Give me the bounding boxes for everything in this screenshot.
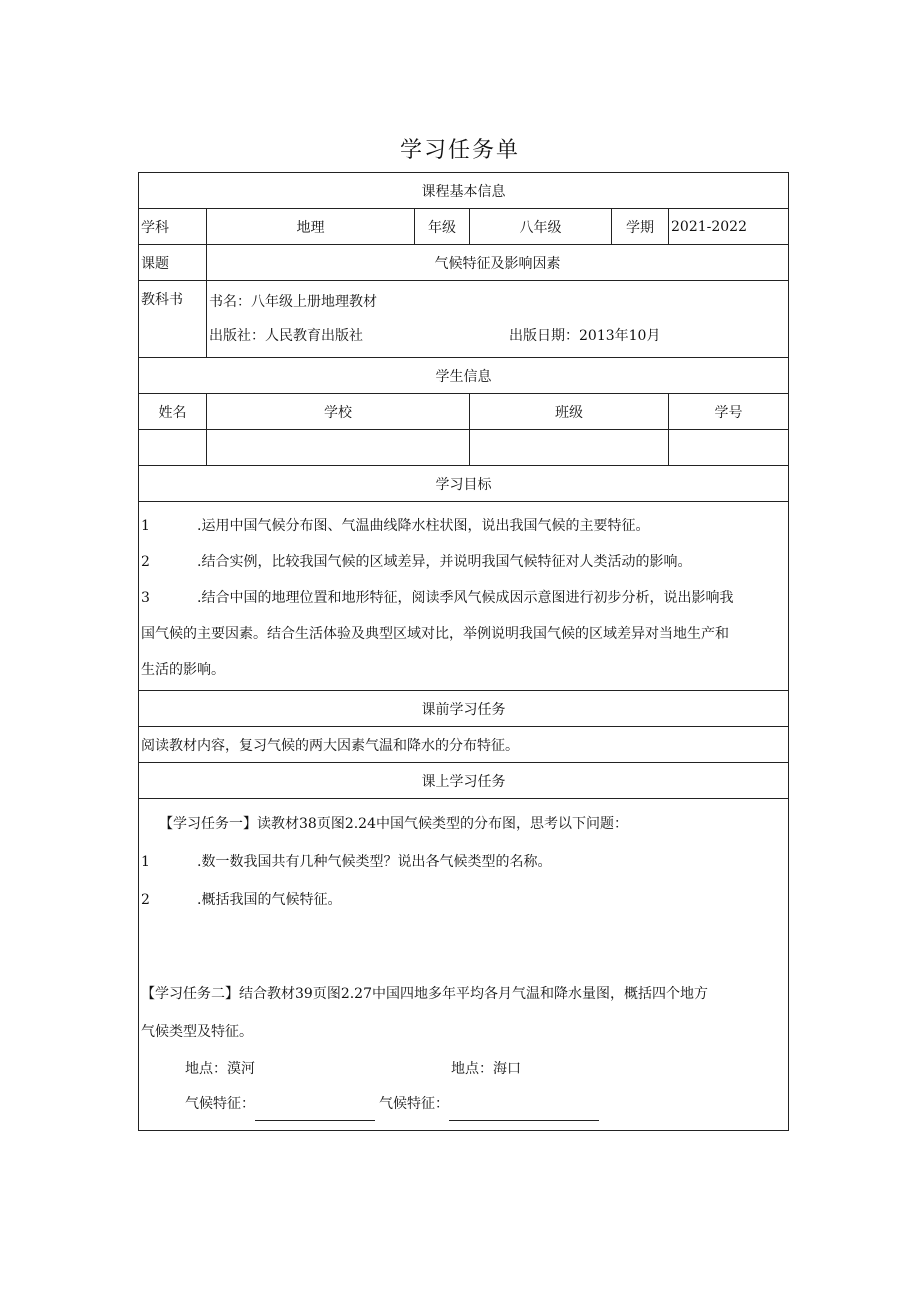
feature-answer-haikou[interactable]: [449, 1102, 599, 1121]
student-info-header: 学生信息: [139, 358, 789, 394]
place-row: [141, 1051, 786, 1087]
textbook-info: [207, 281, 789, 358]
textbook-label: 教科书: [139, 281, 207, 358]
subject-value: 地理: [207, 209, 415, 245]
grade-label: 年级: [415, 209, 470, 245]
feature-label-mohe: 气候特征：: [185, 1096, 255, 1112]
place-mohe: 地点：漠河: [185, 1061, 255, 1077]
goal-item-continued: 生活的影响。: [141, 662, 225, 678]
feature-label-haikou: 气候特征：: [379, 1096, 449, 1112]
book-name: 书名：八年级上册地理教材: [209, 294, 377, 310]
school-input-cell[interactable]: [207, 430, 470, 466]
col-name: 姓名: [139, 394, 207, 430]
grade-value: 八年级: [470, 209, 612, 245]
task-one-item: 2 .概括我国的气候特征。: [141, 892, 342, 908]
name-input-cell[interactable]: [139, 430, 207, 466]
topic-value: 气候特征及影响因素: [207, 245, 789, 281]
feature-answer-mohe[interactable]: [255, 1102, 375, 1121]
basic-info-header: 课程基本信息: [139, 173, 789, 209]
class-input-cell[interactable]: [470, 430, 669, 466]
col-class: 班级: [470, 394, 669, 430]
goals-header: 学习目标: [139, 466, 789, 502]
task-one-item: 1 .数一数我国共有几种气候类型？说出各气候类型的名称。: [141, 854, 552, 870]
col-student-id: 学号: [669, 394, 789, 430]
task-one-prompt: 【学习任务一】读教材38页图2.24中国气候类型的分布图，思考以下问题：: [159, 816, 628, 832]
col-school: 学校: [207, 394, 470, 430]
pre-class-text: 阅读教材内容，复习气候的两大因素气温和降水的分布特征。: [139, 727, 789, 763]
task-two-prompt-continued: 气候类型及特征。: [141, 1024, 253, 1040]
goal-item: 3 .结合中国的地理位置和地形特征，阅读季风气候成因示意图进行初步分析，说出影响我: [141, 590, 734, 606]
task-two-prompt: 【学习任务二】结合教材39页图2.27中国四地多年平均各月气温和降水量图，概括四个地方: [141, 986, 708, 1002]
goal-item: 2 .结合实例，比较我国气候的区域差异，并说明我国气候特征对人类活动的影响。: [141, 554, 692, 570]
publish-date: 出版日期：2013年10月: [509, 328, 661, 344]
page-title: 学习任务单: [399, 138, 520, 163]
goal-item-continued: 国气候的主要因素。结合生活体验及典型区域对比，举例说明我国气候的区域差异对当地生产和: [141, 626, 729, 642]
term-value: 2021-2022: [669, 209, 789, 245]
publisher: 出版社：人民教育出版社: [209, 328, 363, 344]
subject-label: 学科: [139, 209, 207, 245]
in-class-header: 课上学习任务: [139, 763, 789, 799]
goal-item: 1 .运用中国气候分布图、气温曲线降水柱状图，说出我国气候的主要特征。: [141, 518, 650, 534]
feature-row: [141, 1087, 786, 1121]
student-id-input-cell[interactable]: [669, 430, 789, 466]
in-class-content: [139, 799, 789, 1131]
topic-label: 课题: [139, 245, 207, 281]
goals-content: [139, 502, 789, 691]
place-haikou: 地点：海口: [451, 1061, 521, 1077]
pre-class-header: 课前学习任务: [139, 691, 789, 727]
task-sheet-table: [138, 172, 789, 1131]
term-label: 学期: [612, 209, 669, 245]
answer-space[interactable]: [141, 919, 786, 975]
